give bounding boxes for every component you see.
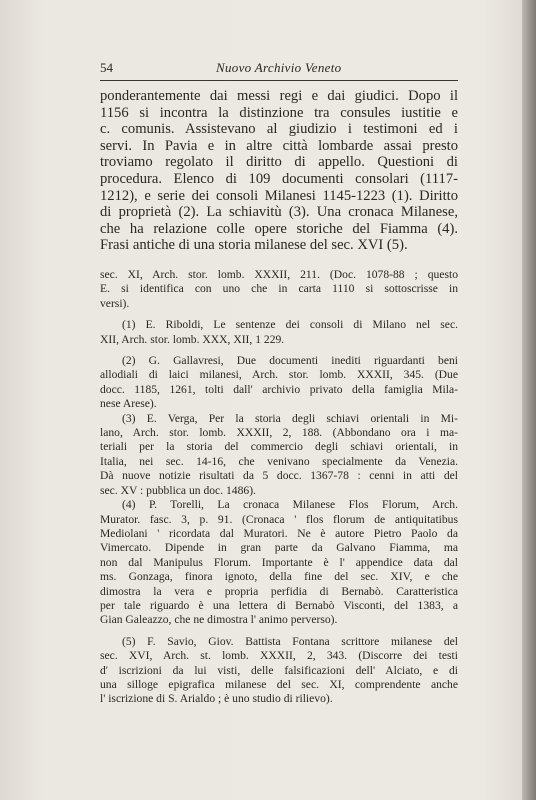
footnote-line: non dal Manipulus Florum. Importante è l' appendice data dal	[100, 555, 458, 569]
footnote-3: (3) E. Verga, Per la storia degli schiavi orientali in Mi-	[122, 411, 458, 425]
footnote-line: E. si identifica con uno che in carta 1110 si sottoscrisse in	[100, 282, 458, 296]
footnote-line: versi).	[100, 296, 130, 310]
main-text	[100, 88, 458, 254]
footnote-line: sec. XVI, Arch. st. lomb. XXXII, 2, 343. (Discorre dei testi	[100, 649, 458, 663]
text-line: servi. In Pavia e in altre città lombarde assai presto	[100, 137, 458, 154]
footnote-1: (1) E. Riboldi, Le sentenze dei consoli di Milano nel sec.	[122, 318, 458, 332]
footnote-line: teriali per la storia del commercio degli schiavi orientali, in	[100, 440, 458, 454]
footnote-4: (4) P. Torelli, La cronaca Milanese Flos Florum, Arch.	[122, 498, 458, 512]
footnote-line: sec. XV : pubblica un doc. 1486).	[100, 483, 256, 497]
footnote-line: d' iscrizioni da lui visti, delle falsificazioni dell' Alciato, e di	[100, 663, 458, 677]
text-line: troviamo regolato il diritto di appello. Questioni di	[100, 154, 458, 171]
text-line: di proprietà (2). La schiavitù (3). Una cronaca Milanese,	[100, 204, 458, 221]
footnote-line: lano, Arch. stor. lomb. XXXII, 2, 188. (Abbondano ora i ma-	[100, 426, 458, 440]
text-line: ponderantemente dai messi regi e dai giudici. Dopo il	[100, 88, 458, 104]
footnote-line: dimostra la vera e propria perfidia di Bernabò. Caratteristica	[100, 584, 458, 598]
footnote-line: Gian Galeazzo, che ne dimostra l' animo perverso).	[100, 613, 338, 627]
footnote-line: Vimercato. Dipende in gran parte da Galvano Fiamma, ma	[100, 541, 458, 555]
footnote-line: Murator. fasc. 3, p. 91. (Cronaca ' flos florum de antiquitatibus	[100, 512, 458, 526]
text-line: 1156 si incontra la distinzione tra consules iustitie e	[100, 104, 458, 121]
text-line: 1212), e serie dei consoli Milanesi 1145-1223 (1). Diritto	[100, 187, 458, 204]
footnote-line: Italia, nei sec. 14-16, che venivano specialmente da Venezia.	[100, 454, 458, 468]
footnote-line: per tale riguardo è una lettera di Bernabò Visconti, del 1383, a	[100, 598, 458, 612]
footnote-5: (5) F. Savio, Giov. Battista Fontana scrittore milanese del	[122, 634, 458, 648]
footnote-line: Dà nuove notizie risultati da 5 docc. 1367-78 : cenni in atti del	[100, 469, 458, 483]
footnote-line: una silloge epigrafica milanese del sec. XI, comprendente anche	[100, 677, 458, 691]
text-line: c. comunis. Assistevano al giudizio i testimoni ed i	[100, 121, 458, 138]
footnote-line: Mediolani ' ricordata dal Muratori. Ne è autore Pietro Paolo da	[100, 526, 458, 540]
text-line: procedura. Elenco di 109 documenti consolari (1117-	[100, 170, 458, 187]
footnote-line: l' iscrizione di S. Arialdo ; è uno studio di rilievo).	[100, 692, 333, 706]
footnote-2: (2) G. Gallavresi, Due documenti inediti riguardanti beni	[122, 354, 458, 368]
footnote-line: sec. XI, Arch. stor. lomb. XXXII, 211. (Doc. 1078-88 ; questo	[100, 268, 458, 281]
running-title: Nuovo Archivio Veneto	[216, 60, 342, 75]
footnote-line: ms. Gonzaga, finora ignoto, della fine del sec. XIV, e che	[100, 570, 458, 584]
text-line: Frasi antiche di una storia milanese del sec. XVI (5).	[100, 237, 408, 254]
footnote-line: XII, Arch. stor. lomb. XXX, XII, 1 229.	[100, 332, 285, 346]
footnotes	[100, 268, 458, 707]
text-line: che ha relazione colle opere storiche del Fiamma (4).	[100, 220, 458, 237]
header-rule	[100, 80, 458, 81]
footnote-line: docc. 1185, 1261, tolti dall' archivio privato della famiglia Mila-	[100, 382, 458, 396]
page-number: 54	[100, 60, 113, 75]
footnote-line: allodiali di laici milanesi, Arch. stor. lomb. XXXII, 345. (Due	[100, 368, 458, 382]
running-header	[100, 60, 458, 80]
footnote-line: nese Arese).	[100, 397, 157, 411]
book-spine-shadow	[522, 0, 536, 800]
